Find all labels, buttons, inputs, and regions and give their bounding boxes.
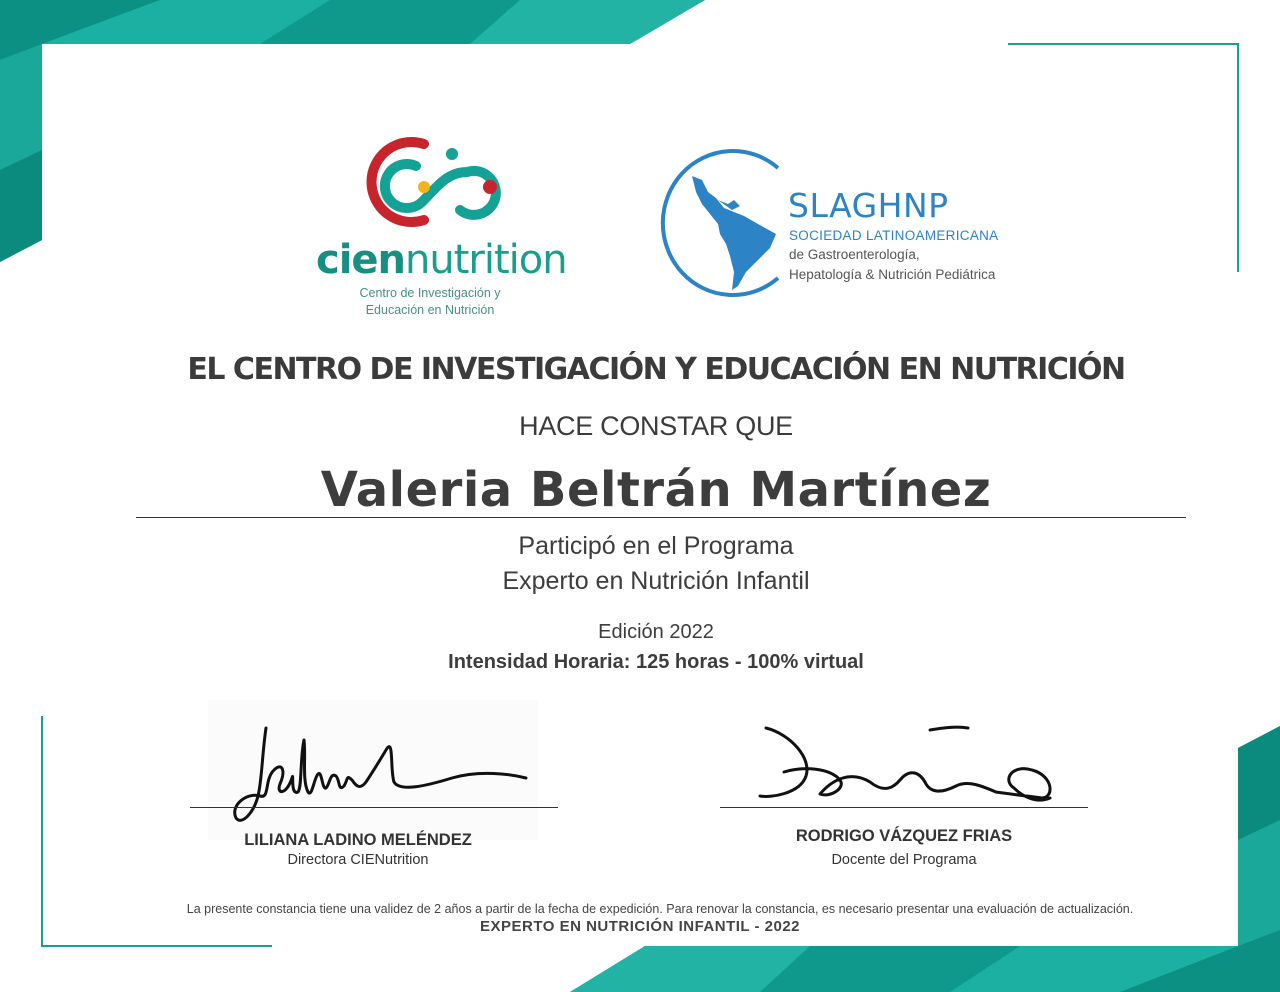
recipient-name: Valeria Beltrán Martínez — [320, 462, 992, 518]
program-name: Experto en Nutrición Infantil — [502, 567, 810, 595]
cien-logo-mark — [362, 132, 522, 232]
signature-1-name: LILIANA LADINO MELÉNDEZ — [244, 831, 472, 849]
slaghnp-line-3: Hepatología & Nutrición Pediátrica — [789, 267, 996, 282]
recipient-underline — [136, 517, 1186, 518]
signature-block-2 — [720, 700, 1088, 875]
slaghnp-line-2: de Gastroenterología, — [789, 247, 920, 262]
issuer-title: EL CENTRO DE INVESTIGACIÓN Y EDUCACIÓN EN NUTRICIÓN — [187, 352, 1125, 387]
signature-2-handwriting — [720, 700, 1088, 810]
validity-note: La presente constancia tiene una validez de 2 años a partir de la fecha de expedición. Para renovar la constancia, es necesario presentar una evaluación de actualización. — [186, 902, 1134, 916]
hace-constar-text: HACE CONSTAR QUE — [519, 411, 793, 441]
signature-1-handwriting — [190, 700, 558, 840]
signature-2-name: RODRIGO VÁZQUEZ FRIAS — [795, 827, 1013, 845]
signature-1-role: Directora CIENutrition — [287, 852, 429, 868]
slaghnp-acronym: SLAGHNP — [788, 186, 949, 225]
footer-program-title: EXPERTO EN NUTRICIÓN INFANTIL - 2022 — [480, 918, 800, 935]
signature-2-role: Docente del Programa — [831, 852, 977, 868]
intensity-text: Intensidad Horaria: 125 horas - 100% virtual — [448, 651, 864, 673]
slaghnp-logo — [658, 148, 1028, 298]
cien-logo-subtitle-1: Centro de Investigación y — [359, 286, 501, 300]
slaghnp-line-1: SOCIEDAD LATINOAMERICANA — [789, 228, 999, 243]
cien-logo-word-cien: cien — [316, 237, 406, 283]
signature-1-line — [190, 807, 558, 808]
signature-block-1 — [190, 700, 558, 875]
program-participation: Participó en el Programa — [518, 532, 794, 560]
cien-logo-word-nutrition: nutrition — [405, 237, 567, 283]
signature-2-line — [720, 807, 1088, 808]
cien-logo — [300, 132, 570, 322]
edition-text: Edición 2022 — [598, 621, 714, 643]
latin-america-map-icon — [658, 148, 788, 298]
cien-logo-subtitle-2: Educación en Nutrición — [365, 303, 495, 317]
